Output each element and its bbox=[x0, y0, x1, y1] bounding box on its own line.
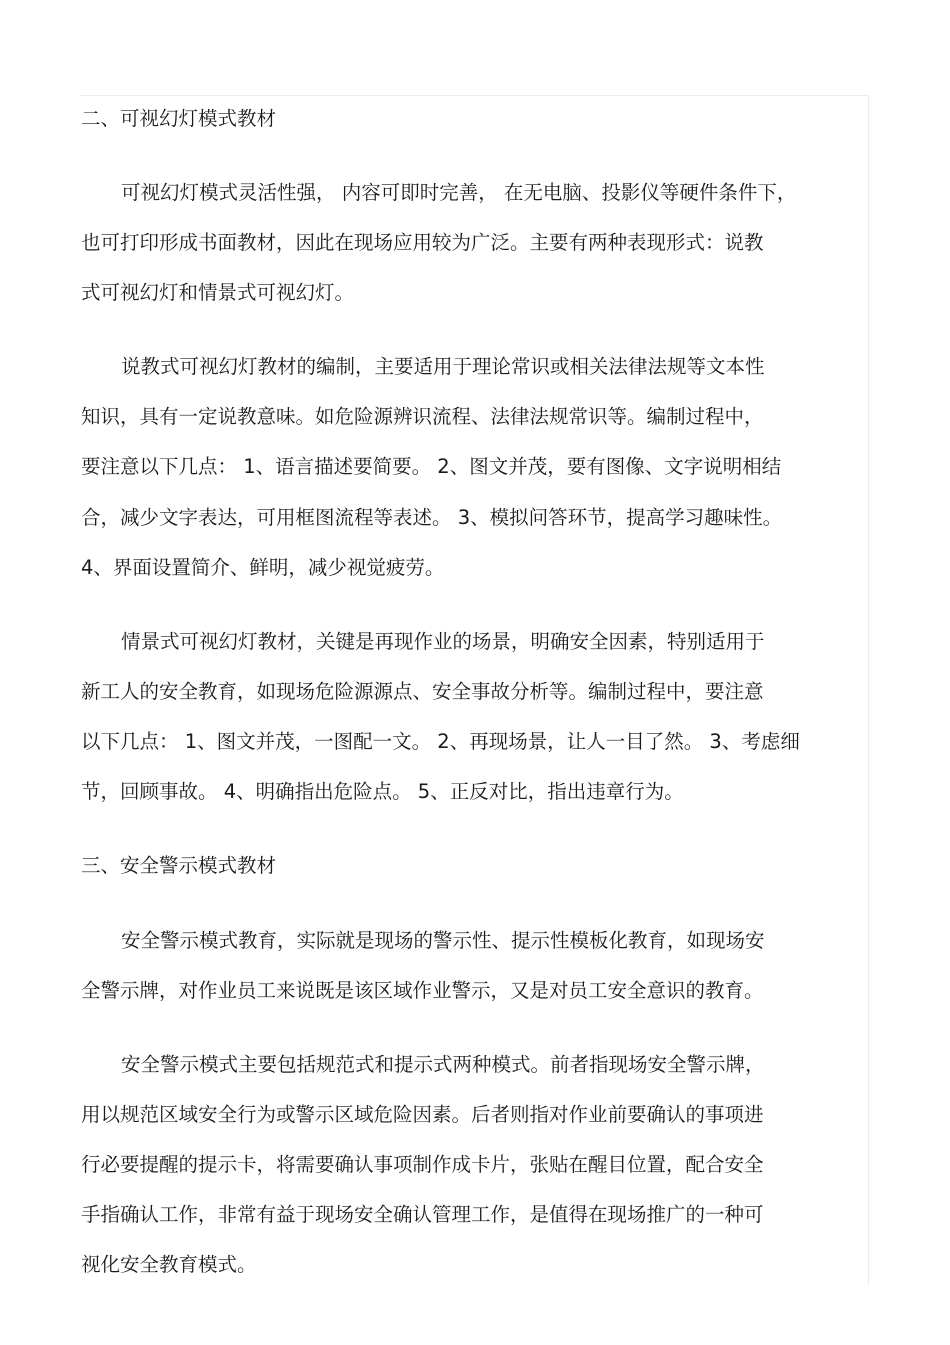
paragraph-line: 合，减少文字表达，可用框图流程等表述。 3、模拟问答环节，提高学习趣味性。 bbox=[81, 506, 783, 529]
paragraph-line: 安全警示模式主要包括规范式和提示式两种模式。前者指现场安全警示牌， bbox=[121, 1053, 765, 1076]
paragraph-line: 式可视幻灯和情景式可视幻灯。 bbox=[81, 281, 355, 304]
paragraph-line: 全警示牌，对作业员工来说既是该区域作业警示，又是对员工安全意识的教育。 bbox=[81, 979, 764, 1002]
paragraph-line: 也可打印形成书面教材，因此在现场应用较为广泛。主要有两种表现形式：说教 bbox=[81, 231, 764, 254]
paragraph-line: 视化安全教育模式。 bbox=[81, 1253, 257, 1276]
paragraph-line: 节，回顾事故。 4、明确指出危险点。 5、正反对比，指出违章行为。 bbox=[81, 780, 684, 803]
section-heading-2: 二、可视幻灯模式教材 bbox=[81, 107, 277, 130]
paragraph-line: 情景式可视幻灯教材，关键是再现作业的场景，明确安全因素，特别适用于 bbox=[121, 630, 765, 653]
paragraph-line: 4、界面设置简介、鲜明，减少视觉疲劳。 bbox=[81, 556, 445, 579]
paragraph-line: 知识，具有一定说教意味。如危险源辨识流程、法律法规常识等。编制过程中， bbox=[81, 405, 764, 428]
paragraph-line: 新工人的安全教育，如现场危险源源点、安全事故分析等。编制过程中，要注意 bbox=[81, 680, 764, 703]
paragraph-line: 说教式可视幻灯教材的编制，主要适用于理论常识或相关法律法规等文本性 bbox=[121, 355, 765, 378]
paragraph-line: 安全警示模式教育，实际就是现场的警示性、提示性模板化教育，如现场安 bbox=[121, 929, 765, 952]
paragraph-line: 可视幻灯模式灵活性强， 内容可即时完善， 在无电脑、投影仪等硬件条件下， bbox=[121, 181, 797, 204]
paragraph-line: 以下几点： 1、图文并茂，一图配一文。 2、再现场景，让人一目了然。 3、考虑细 bbox=[81, 730, 800, 753]
paragraph-line: 手指确认工作，非常有益于现场安全确认管理工作，是值得在现场推广的一种可 bbox=[81, 1203, 764, 1226]
paragraph-line: 用以规范区域安全行为或警示区域危险因素。后者则指对作业前要确认的事项进 bbox=[81, 1103, 764, 1126]
paragraph-line: 要注意以下几点： 1、语言描述要简要。 2、图文并茂，要有图像、文字说明相结 bbox=[81, 455, 782, 478]
section-heading-3: 三、安全警示模式教材 bbox=[81, 854, 277, 877]
paragraph-line: 行必要提醒的提示卡，将需要确认事项制作成卡片，张贴在醒目位置，配合安全 bbox=[81, 1153, 764, 1176]
